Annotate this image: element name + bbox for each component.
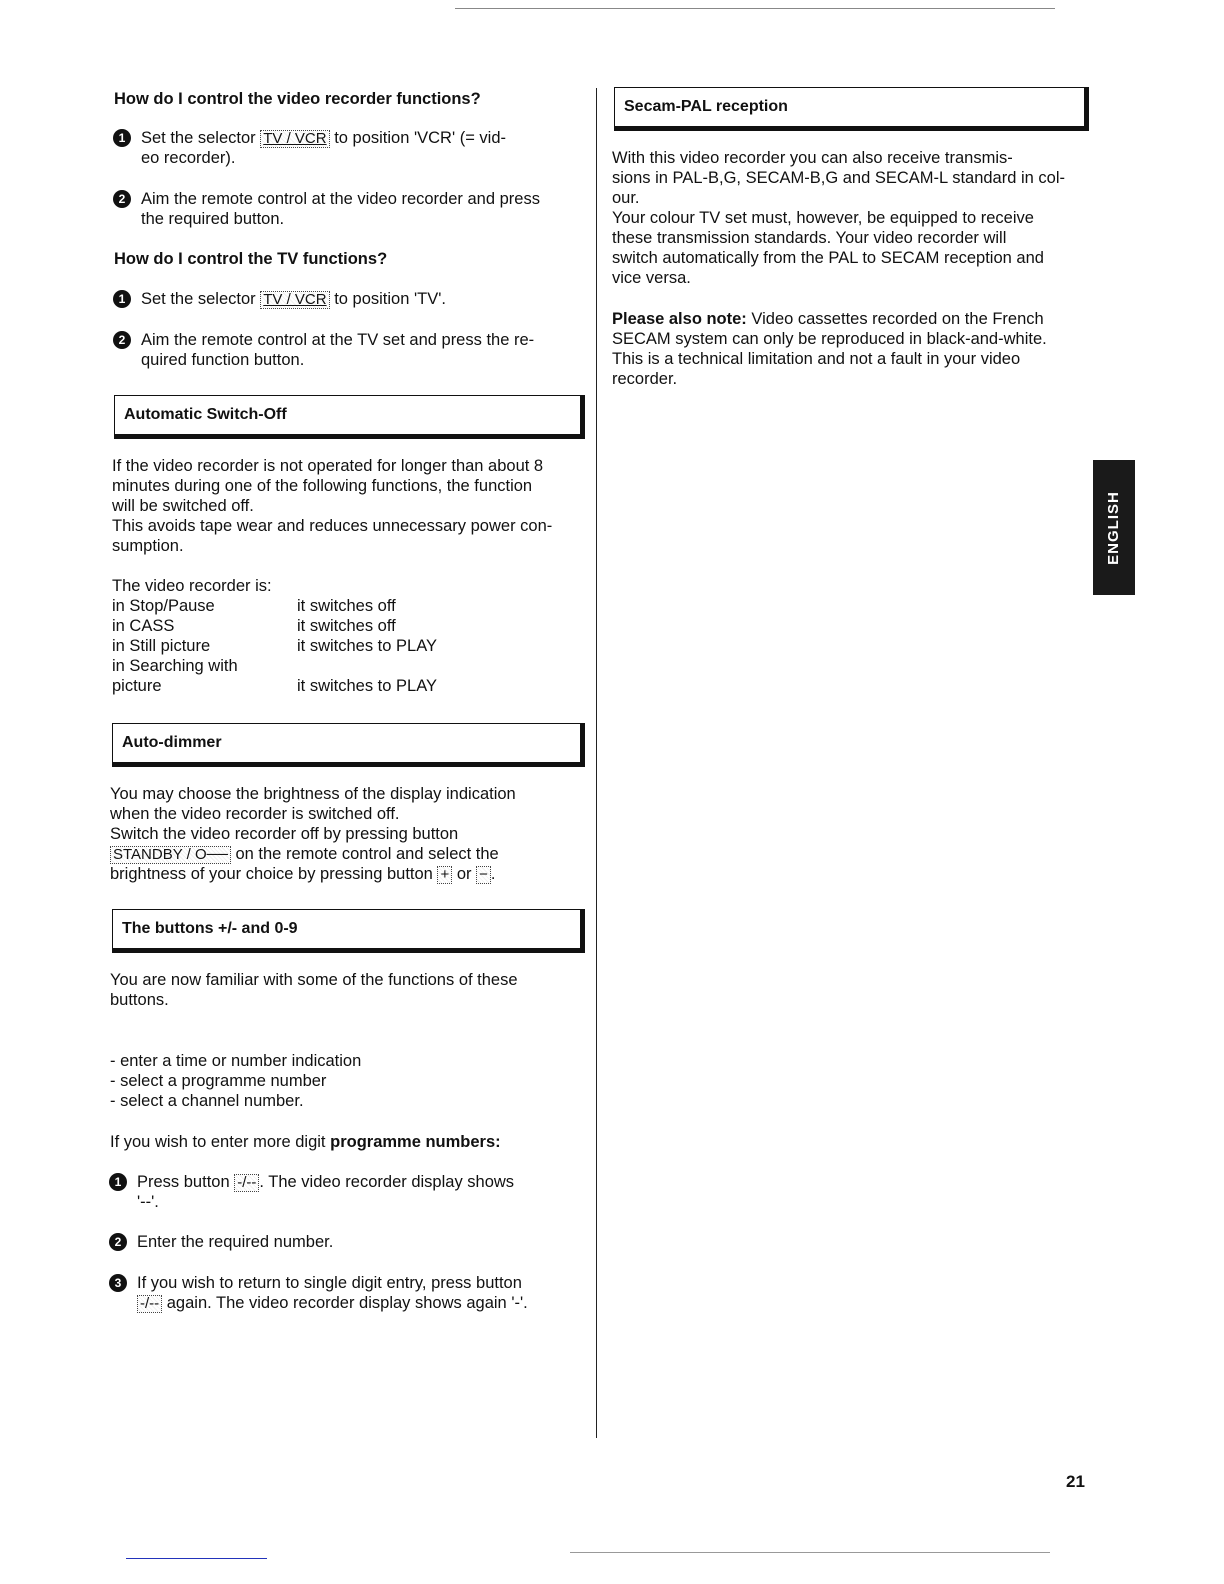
tv-heading: How do I control the TV functions?: [114, 250, 388, 268]
digit-intro-bold: programme numbers:: [330, 1133, 501, 1151]
minus-button: −: [476, 866, 491, 884]
d-step1-post: . The video recorder display shows: [259, 1173, 515, 1191]
dimmer-or: or: [456, 865, 472, 883]
buttons-line-2: buttons.: [110, 991, 169, 1009]
vcr-step2-line1: Aim the remote control at the video recorder and press: [141, 190, 540, 208]
tv-step-2: [110, 330, 534, 370]
secam-line: With this video recorder you can also receive transmis-: [612, 149, 1013, 167]
top-scan-line: [455, 8, 1055, 9]
mode-row: [112, 636, 584, 656]
secam-line: vice versa.: [612, 269, 691, 287]
standby-button: STANDBY / O──: [110, 846, 231, 864]
buttons-section-box: [112, 909, 585, 953]
buttons-line-1: You are now familiar with some of the functions of these: [110, 971, 518, 989]
vcr-step2-line2: the required button.: [141, 210, 285, 228]
vcr-step1-pre: Set the selector: [141, 129, 256, 147]
secam-line: these transmission standards. Your video recorder will: [612, 229, 1007, 247]
note-line: SECAM system can only be reproduced in black-and-white.: [612, 330, 1047, 348]
digit-step-2: [106, 1232, 333, 1252]
auto-switch-off-section-box: [114, 395, 585, 439]
step-number-2: 2: [109, 1233, 127, 1251]
secam-line: Your colour TV set must, however, be equipped to receive: [612, 209, 1034, 227]
mode-result: it switches off: [297, 617, 396, 635]
buttons-paragraph: [110, 970, 518, 1010]
step-number-1: 1: [113, 129, 131, 147]
d-step3-post: again. The video recorder display shows again '-'.: [166, 1294, 528, 1312]
auto-off-line: If the video recorder is not operated for longer than about 8: [112, 457, 544, 475]
d-step2: Enter the required number.: [137, 1233, 334, 1251]
auto-off-paragraph: [112, 456, 552, 556]
auto-off-line: This avoids tape wear and reduces unnecessary power con-: [112, 517, 553, 535]
mode-row: [112, 676, 584, 696]
d-step1-line2: '--'.: [137, 1193, 159, 1211]
mode-state: in Stop/Pause: [112, 597, 215, 615]
page-number: 21: [1066, 1472, 1085, 1491]
secam-line: switch automatically from the PAL to SECAM reception and: [612, 249, 1044, 267]
mode-row: [112, 596, 584, 616]
auto-off-line: minutes during one of the following functions, the function: [112, 477, 533, 495]
mode-state: in Searching with: [112, 657, 238, 675]
mode-result: it switches to PLAY: [297, 637, 438, 655]
auto-switch-off-title: Automatic Switch-Off: [124, 406, 287, 423]
mode-table: [112, 596, 584, 696]
dimmer-line-3: Switch the video recorder off by pressing button: [110, 825, 459, 843]
secam-line: sions in PAL-B,G, SECAM-B,G and SECAM-L standard in col-: [612, 169, 1066, 187]
step-number-3: 3: [109, 1274, 127, 1292]
buttons-list: [110, 1051, 361, 1111]
step-number-2: 2: [113, 331, 131, 349]
tv-step-1: [110, 289, 446, 309]
column-divider: [596, 88, 597, 1438]
tv-step1-post: to position 'TV'.: [334, 290, 446, 308]
auto-off-line: sumption.: [112, 537, 184, 555]
dimmer-line4-post: on the remote control and select the: [235, 845, 499, 863]
buttons-title: The buttons +/- and 0-9: [122, 920, 298, 937]
mode-state: in CASS: [112, 617, 175, 635]
secam-line: our.: [612, 189, 640, 207]
tv-step1-pre: Set the selector: [141, 290, 256, 308]
digit-step-1: [106, 1172, 514, 1212]
mode-result: it switches to PLAY: [297, 677, 438, 695]
mode-state: picture: [112, 677, 162, 695]
dimmer-line-4: [110, 844, 516, 864]
auto-dimmer-paragraph: [110, 784, 516, 884]
mode-row: [112, 656, 584, 676]
digit-intro-text: If you wish to enter more digit: [110, 1133, 331, 1151]
mode-row: [112, 616, 584, 636]
vcr-heading: How do I control the video recorder functions?: [114, 90, 481, 108]
list-item: - enter a time or number indication: [110, 1052, 362, 1070]
dimmer-line-2: when the video recorder is switched off.: [110, 805, 400, 823]
step-number-2: 2: [113, 190, 131, 208]
tv-vcr-selector-button: TV / VCR: [260, 130, 329, 148]
secam-paragraph: [612, 148, 1065, 288]
vcr-step1-line2: eo recorder).: [141, 149, 236, 167]
step-number-1: 1: [113, 290, 131, 308]
d-step3-line1: If you wish to return to single digit entry, press button: [137, 1274, 522, 1292]
dimmer-line5-pre: brightness of your choice by pressing button: [110, 865, 433, 883]
tv-vcr-selector-button: TV / VCR: [260, 291, 329, 309]
mode-state: in Still picture: [112, 637, 211, 655]
list-item: - select a programme number: [110, 1072, 327, 1090]
d-step1-pre: Press button: [137, 1173, 230, 1191]
vcr-step1-post: to position 'VCR' (= vid-: [334, 129, 507, 147]
step-number-1: 1: [109, 1173, 127, 1191]
digit-toggle-button: -/--: [137, 1295, 162, 1313]
note-l1: Video cassettes recorded on the French: [746, 310, 1044, 328]
note-line: recorder.: [612, 370, 678, 388]
note-bold: Please also note:: [612, 310, 747, 328]
auto-dimmer-title: Auto-dimmer: [122, 734, 222, 751]
mode-result: it switches off: [297, 597, 396, 615]
dimmer-line-5: brightness of your choice by pressing button + or − .: [110, 865, 496, 883]
list-item: - select a channel number.: [110, 1092, 304, 1110]
secam-section-box: [614, 87, 1089, 131]
digit-intro: [110, 1132, 501, 1152]
recorder-is-label: The video recorder is:: [112, 577, 272, 595]
vcr-step-2: [110, 189, 540, 229]
auto-off-line: will be switched off.: [112, 497, 254, 515]
digit-toggle-button: -/--: [234, 1174, 259, 1192]
tv-step2-line2: quired function button.: [141, 351, 305, 369]
footer-link-line: [126, 1558, 267, 1559]
note-line: This is a technical limitation and not a fault in your video: [612, 350, 1021, 368]
note-line-1: [612, 309, 1047, 329]
auto-dimmer-section-box: [112, 723, 585, 767]
language-side-tab: [1093, 460, 1135, 595]
tv-step2-line1: Aim the remote control at the TV set and press the re-: [141, 331, 535, 349]
digit-step-3: [106, 1273, 528, 1313]
side-tab-label: ENGLISH: [1105, 490, 1122, 565]
dimmer-line-1: You may choose the brightness of the display indication: [110, 785, 516, 803]
plus-button: +: [437, 866, 452, 884]
vcr-step-1: [110, 128, 506, 168]
bottom-scan-line: [570, 1552, 1050, 1553]
secam-title: Secam-PAL reception: [624, 98, 788, 115]
note-paragraph: [612, 309, 1047, 389]
